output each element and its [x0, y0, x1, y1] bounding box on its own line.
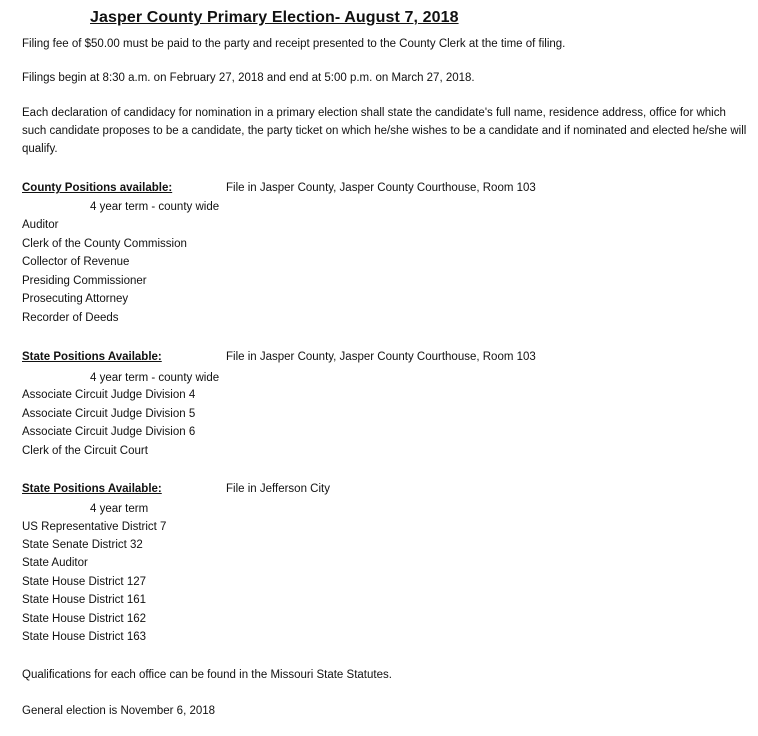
file-location: File in Jasper County, Jasper County Courthouse, Room 103: [226, 351, 536, 363]
general-election-text: General election is November 6, 2018: [22, 705, 216, 717]
filing-fee-text: Filing fee of $50.00 must be paid to the party and receipt presented to the County Clerk at the time of filing.: [22, 38, 566, 50]
document-title: Jasper County Primary Election- August 7, 2018: [90, 9, 459, 26]
position-item: Auditor: [22, 219, 59, 231]
position-item: Associate Circuit Judge Division 4: [22, 389, 196, 401]
section-heading: State Positions Available:: [22, 483, 162, 495]
position-item: Clerk of the County Commission: [22, 238, 187, 250]
file-location: File in Jasper County, Jasper County Courthouse, Room 103: [226, 182, 536, 194]
term-text: 4 year term - county wide: [90, 372, 220, 384]
position-item: Associate Circuit Judge Division 5: [22, 408, 196, 420]
position-item: State Senate District 32: [22, 539, 143, 551]
position-item: State House District 127: [22, 576, 147, 588]
position-item: State House District 162: [22, 613, 147, 625]
position-item: Associate Circuit Judge Division 6: [22, 426, 196, 438]
position-item: State House District 163: [22, 631, 147, 643]
term-text: 4 year term - county wide: [90, 201, 220, 213]
position-item: US Representative District 7: [22, 521, 167, 533]
file-location: File in Jefferson City: [226, 483, 330, 495]
section-heading: State Positions Available:: [22, 351, 162, 363]
term-text: 4 year term: [90, 503, 149, 515]
position-item: Recorder of Deeds: [22, 312, 119, 324]
qualifications-text: Qualifications for each office can be found in the Missouri State Statutes.: [22, 669, 392, 681]
position-item: Presiding Commissioner: [22, 275, 147, 287]
position-item: State House District 161: [22, 594, 147, 606]
position-item: Collector of Revenue: [22, 256, 130, 268]
position-item: Prosecuting Attorney: [22, 293, 129, 305]
filing-dates-text: Filings begin at 8:30 a.m. on February 27, 2018 and end at 5:00 p.m. on March 27, 2018.: [22, 72, 475, 84]
position-item: State Auditor: [22, 557, 88, 569]
declaration-text: Each declaration of candidacy for nomination in a primary election shall state the candidate's full name, residence address, office for which such candidate proposes to be a candidate, the party ticket on which he/she wishes to be a candidate and if nominated and elected he/she will qualify.: [22, 107, 747, 155]
section-heading: County Positions available:: [22, 182, 173, 194]
position-item: Clerk of the Circuit Court: [22, 445, 148, 457]
